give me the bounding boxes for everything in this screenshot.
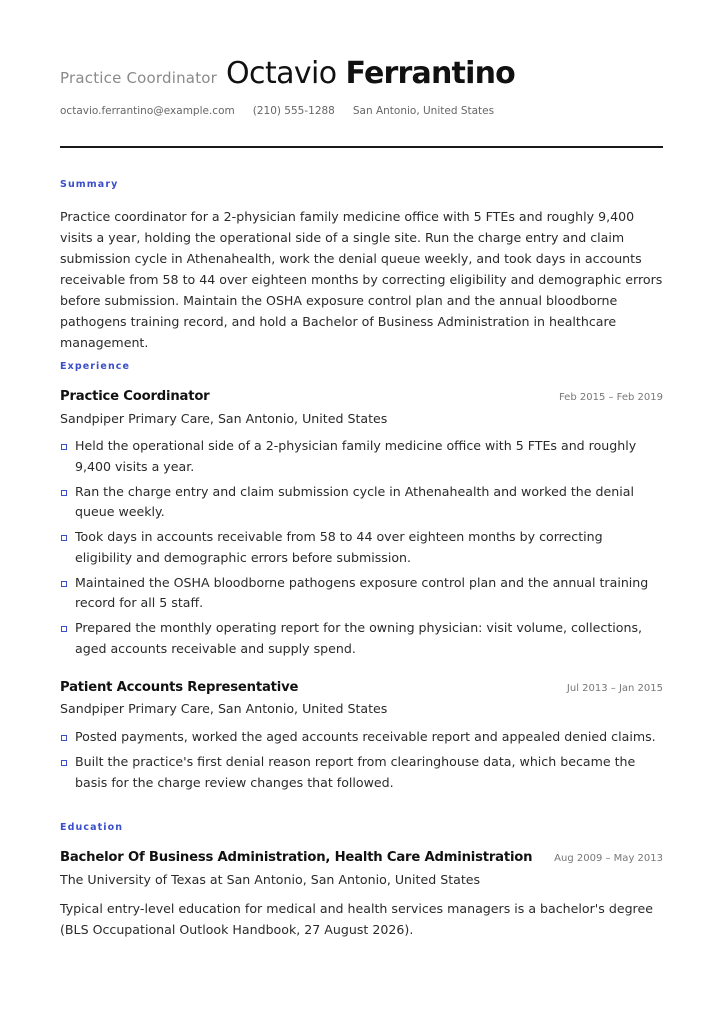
phone-number: (210) 555-1288 [252,105,335,117]
resume-header [60,56,663,117]
email-link[interactable]: octavio.ferrantino@example.com [60,105,235,117]
job-bullets [60,727,663,798]
job-header [60,389,663,404]
experience-heading: Experience [60,361,131,372]
bullet-marker-icon [61,760,67,766]
education-heading: Education [60,822,124,833]
bullet-text: Posted payments, worked the aged accounts receivable report and appealed denied claims. [75,729,656,744]
job-organization: Sandpiper Primary Care, San Antonio, United States [60,701,388,716]
last-name: Ferrantino [345,56,515,91]
education-header [60,850,663,865]
list-item [60,618,663,659]
bullet-marker-icon [61,535,67,541]
bullet-marker-icon [61,581,67,587]
list-item [60,436,663,477]
bullet-text: Held the operational side of a 2-physician family medicine office with 5 FTEs and roughly 9,400 visits a year. [75,438,637,474]
education-dates: Aug 2009 – May 2013 [554,853,663,864]
summary-heading: Summary [60,179,119,190]
location: San Antonio, United States [352,105,495,117]
bullet-text: Ran the charge entry and claim submission cycle in Athenahealth and worked the denial queue weekly. [75,483,634,519]
bullet-text: Built the practice's first denial reason report from clearinghouse data, which became the basis for the charge review changes that followed. [75,754,636,790]
name-line [60,56,663,91]
job-header [60,680,663,695]
job-title: Practice Coordinator [60,389,210,404]
list-item [60,482,663,523]
job-organization: Sandpiper Primary Care, San Antonio, United States [60,411,388,426]
list-item [60,527,663,568]
job-title: Patient Accounts Representative [60,680,299,695]
bullet-marker-icon [61,735,67,741]
list-item [60,573,663,614]
job-dates: Feb 2015 – Feb 2019 [558,392,663,403]
school-name: The University of Texas at San Antonio, San Antonio, United States [60,872,481,887]
bullet-marker-icon [61,490,67,496]
job-bullets [60,436,663,664]
first-name: Octavio [226,56,337,91]
bullet-text: Prepared the monthly operating report for the owning physician: visit volume, collections, aged accounts receivable and supply spend. [75,620,643,656]
bullet-text: Maintained the OSHA bloodborne pathogens exposure control plan and the annual training record for all 5 staff. [75,574,649,610]
job-dates: Jul 2013 – Jan 2015 [566,683,663,694]
header-divider [60,146,663,148]
bullet-marker-icon [61,626,67,632]
education-note: Typical entry-level education for medical and health services managers is a bachelor's degree (BLS Occupational Outlook Handbook, 27 August 2026). [60,901,653,937]
list-item [60,727,663,748]
bullet-marker-icon [61,444,67,450]
role-title: Practice Coordinator [60,69,218,87]
contact-line [60,105,663,117]
summary-text: Practice coordinator for a 2-physician family medicine office with 5 FTEs and roughly 9,400 visits a year, holding the operational side of a single site. Run the charge entry and claim submission cycle in Athenahealth, work the denial queue weekly, and took days in accounts receivable from 58 to 44 over eighteen months by correcting eligibility and demographic errors before submission. Maintain the OSHA exposure control plan and the annual bloodborne pathogens training record, and hold a Bachelor of Business Administration in healthcare management. [60,209,663,350]
bullet-text: Took days in accounts receivable from 58 to 44 over eighteen months by correcting eligibility and demographic errors before submission. [75,529,603,565]
list-item [60,752,663,793]
degree-title: Bachelor Of Business Administration, Health Care Administration [60,850,533,865]
